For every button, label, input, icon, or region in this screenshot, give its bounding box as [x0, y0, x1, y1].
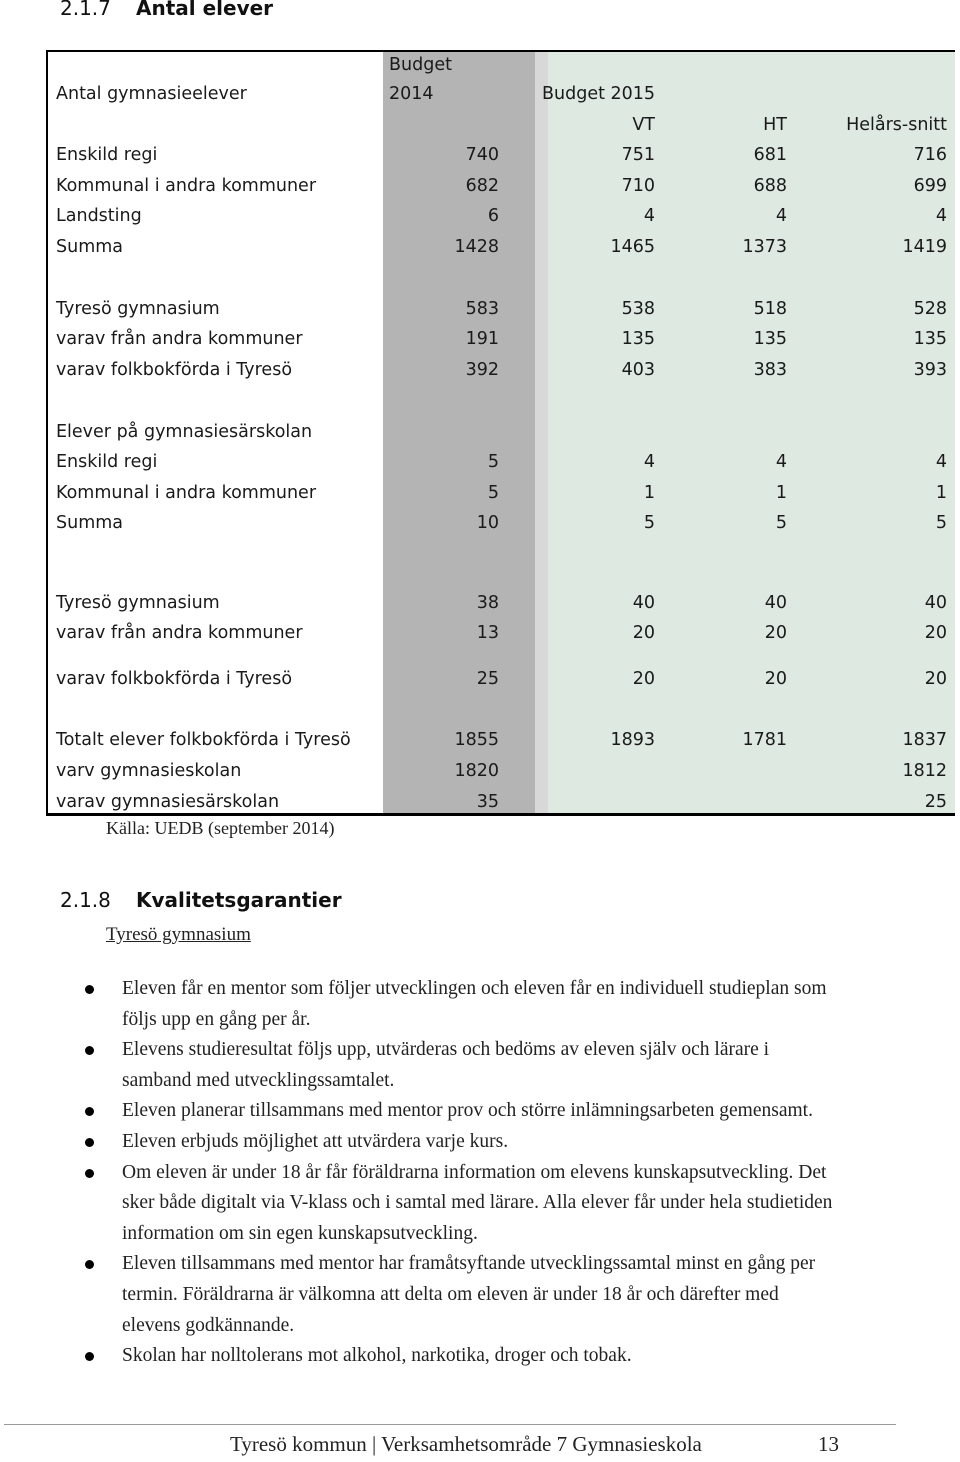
- list-item: [82, 1249, 922, 1341]
- cell-helars: 4: [935, 206, 947, 226]
- cell-ht: 1373: [742, 237, 787, 257]
- section-number: 2.1.7: [60, 0, 111, 20]
- cell-vt: 403: [621, 360, 655, 380]
- cell-helars: 135: [913, 329, 947, 349]
- list-item-line: Om eleven är under 18 år får föräldrarna information om elevens kunskapsutveckling. Det: [122, 1161, 827, 1183]
- row-label: Enskild regi: [56, 145, 158, 165]
- cell-budget-2014: 1820: [454, 761, 499, 781]
- cell-ht: 135: [753, 329, 787, 349]
- row-label: Summa: [56, 513, 124, 533]
- header-budget-2014-line1: Budget: [389, 55, 452, 75]
- row-label: Kommunal i andra kommuner: [56, 176, 317, 196]
- list-item-line: Eleven planerar tillsammans med mentor prov och större inlämningsarbeten gemensamt.: [122, 1100, 813, 1122]
- header-budget-2015: Budget 2015: [542, 84, 656, 104]
- cell-budget-2014: 583: [465, 299, 499, 319]
- list-item: [82, 1035, 922, 1096]
- header-budget-2014-line2: 2014: [389, 84, 434, 104]
- cell-budget-2014: 13: [476, 623, 499, 643]
- cell-vt: 20: [632, 669, 655, 689]
- cell-vt: 710: [621, 176, 655, 196]
- row-label: varv gymnasieskolan: [56, 761, 242, 781]
- section-number: 2.1.8: [60, 888, 111, 912]
- list-item: [82, 974, 922, 1035]
- row-label: varav från andra kommuner: [56, 329, 303, 349]
- cell-helars: 1812: [902, 761, 947, 781]
- cell-vt: 5: [643, 513, 655, 533]
- list-item-line: Skolan har nolltolerans mot alkohol, narkotika, droger och tobak.: [122, 1345, 632, 1367]
- section-heading-2-1-7: [60, 0, 273, 20]
- cell-vt: 1465: [610, 237, 655, 257]
- cell-vt: 4: [643, 206, 655, 226]
- cell-helars: 1: [935, 483, 947, 503]
- list-item: [82, 1341, 922, 1372]
- cell-vt: 751: [621, 145, 655, 165]
- list-item: [82, 1158, 922, 1250]
- section-title: Kvalitetsgarantier: [136, 888, 342, 912]
- cell-ht: 20: [764, 623, 787, 643]
- cell-vt: 4: [643, 452, 655, 472]
- subheading: Tyresö gymnasium: [106, 924, 251, 945]
- cell-helars: 4: [935, 452, 947, 472]
- list-item-line: samband med utvecklingssamtalet.: [122, 1069, 395, 1091]
- page-footer: [230, 1432, 839, 1457]
- row-label: varav folkbokförda i Tyresö: [56, 360, 293, 380]
- list-item-line: termin. Föräldrarna är välkomna att delta om eleven är under 18 år och därefter med: [122, 1283, 779, 1305]
- cell-ht: 1781: [742, 730, 787, 750]
- row-label: Tyresö gymnasium: [56, 299, 220, 319]
- bullet-icon: [85, 1107, 94, 1116]
- row-label: varav folkbokförda i Tyresö: [56, 669, 293, 689]
- budget-2014-column-shade: [383, 52, 535, 813]
- cell-helars: 1419: [902, 237, 947, 257]
- cell-budget-2014: 5: [487, 452, 499, 472]
- column-divider-shade: [535, 52, 548, 813]
- table-source: Källa: UEDB (september 2014): [106, 818, 335, 838]
- list-item-line: följs upp en gång per år.: [122, 1008, 311, 1030]
- cell-vt: 40: [632, 593, 655, 613]
- list-item: [82, 1127, 922, 1158]
- cell-budget-2014: 1855: [454, 730, 499, 750]
- cell-vt: 135: [621, 329, 655, 349]
- cell-helars: 528: [913, 299, 947, 319]
- cell-helars: 40: [924, 593, 947, 613]
- cell-ht: 4: [775, 206, 787, 226]
- list-item-line: Eleven tillsammans med mentor har framåtsyftande utvecklingssamtal minst en gång per: [122, 1253, 816, 1275]
- list-item: [82, 1096, 922, 1127]
- row-label: Totalt elever folkbokförda i Tyresö: [56, 730, 351, 750]
- cell-vt: 1: [643, 483, 655, 503]
- bullet-icon: [85, 985, 94, 994]
- quality-guarantees-list: [82, 974, 922, 1372]
- row-label: Landsting: [56, 206, 142, 226]
- cell-helars: 699: [913, 176, 947, 196]
- cell-budget-2014: 392: [465, 360, 499, 380]
- bullet-icon: [85, 1169, 94, 1178]
- cell-ht: 1: [775, 483, 787, 503]
- cell-budget-2014: 5: [487, 483, 499, 503]
- row-label: varav från andra kommuner: [56, 623, 303, 643]
- cell-ht: 40: [764, 593, 787, 613]
- footer-divider: [4, 1424, 896, 1425]
- cell-ht: 5: [775, 513, 787, 533]
- cell-ht: 688: [753, 176, 787, 196]
- section-heading-2-1-8: [60, 888, 342, 912]
- cell-ht: 681: [753, 145, 787, 165]
- cell-helars: 5: [935, 513, 947, 533]
- row-label: Elever på gymnasiesärskolan: [56, 422, 313, 442]
- row-label: Kommunal i andra kommuner: [56, 483, 317, 503]
- header-vt: VT: [632, 115, 655, 135]
- budget-2015-column-shade: [535, 52, 955, 813]
- cell-ht: 4: [775, 452, 787, 472]
- cell-budget-2014: 38: [476, 593, 499, 613]
- cell-budget-2014: 740: [465, 145, 499, 165]
- page-number: 13: [818, 1432, 839, 1456]
- cell-budget-2014: 1428: [454, 237, 499, 257]
- cell-vt: 20: [632, 623, 655, 643]
- row-label: Enskild regi: [56, 452, 158, 472]
- cell-ht: 383: [753, 360, 787, 380]
- header-helars-snitt: Helårs-snitt: [846, 115, 947, 135]
- section-title: Antal elever: [136, 0, 274, 20]
- cell-ht: 20: [764, 669, 787, 689]
- row-label: Summa: [56, 237, 124, 257]
- list-item-line: Eleven erbjuds möjlighet att utvärdera varje kurs.: [122, 1130, 509, 1152]
- cell-helars: 1837: [902, 730, 947, 750]
- cell-helars: 716: [913, 145, 947, 165]
- cell-helars: 25: [924, 792, 947, 812]
- student-count-table: [46, 50, 955, 816]
- cell-vt: 1893: [610, 730, 655, 750]
- row-label: varav gymnasiesärskolan: [56, 792, 280, 812]
- bullet-icon: [85, 1260, 94, 1269]
- list-item-line: Eleven får en mentor som följer utvecklingen och eleven får en individuell studieplan som: [122, 978, 827, 999]
- header-ht: HT: [763, 115, 787, 135]
- list-item-line: sker både digitalt via V-klass och i samtal med lärare. Alla elever får under hela studietiden: [122, 1192, 833, 1214]
- cell-helars: 20: [924, 669, 947, 689]
- row-label: Tyresö gymnasium: [56, 593, 220, 613]
- footer-text: Tyresö kommun | Verksamhetsområde 7 Gymnasieskola: [230, 1432, 702, 1456]
- list-item-line: elevens godkännande.: [122, 1314, 295, 1336]
- cell-budget-2014: 682: [465, 176, 499, 196]
- bullet-icon: [85, 1046, 94, 1055]
- list-item-line: Elevens studieresultat följs upp, utvärderas och bedöms av eleven själv och lärare i: [122, 1039, 770, 1061]
- cell-helars: 393: [913, 360, 947, 380]
- cell-budget-2014: 191: [465, 329, 499, 349]
- cell-budget-2014: 35: [476, 792, 499, 812]
- cell-ht: 518: [753, 299, 787, 319]
- cell-budget-2014: 10: [476, 513, 499, 533]
- cell-budget-2014: 25: [476, 669, 499, 689]
- table-header-label: Antal gymnasieelever: [56, 84, 247, 104]
- bullet-icon: [85, 1138, 94, 1147]
- cell-helars: 20: [924, 623, 947, 643]
- cell-vt: 538: [621, 299, 655, 319]
- cell-budget-2014: 6: [487, 206, 499, 226]
- bullet-icon: [85, 1352, 94, 1361]
- list-item-line: information om sin egen kunskapsutveckling.: [122, 1222, 478, 1244]
